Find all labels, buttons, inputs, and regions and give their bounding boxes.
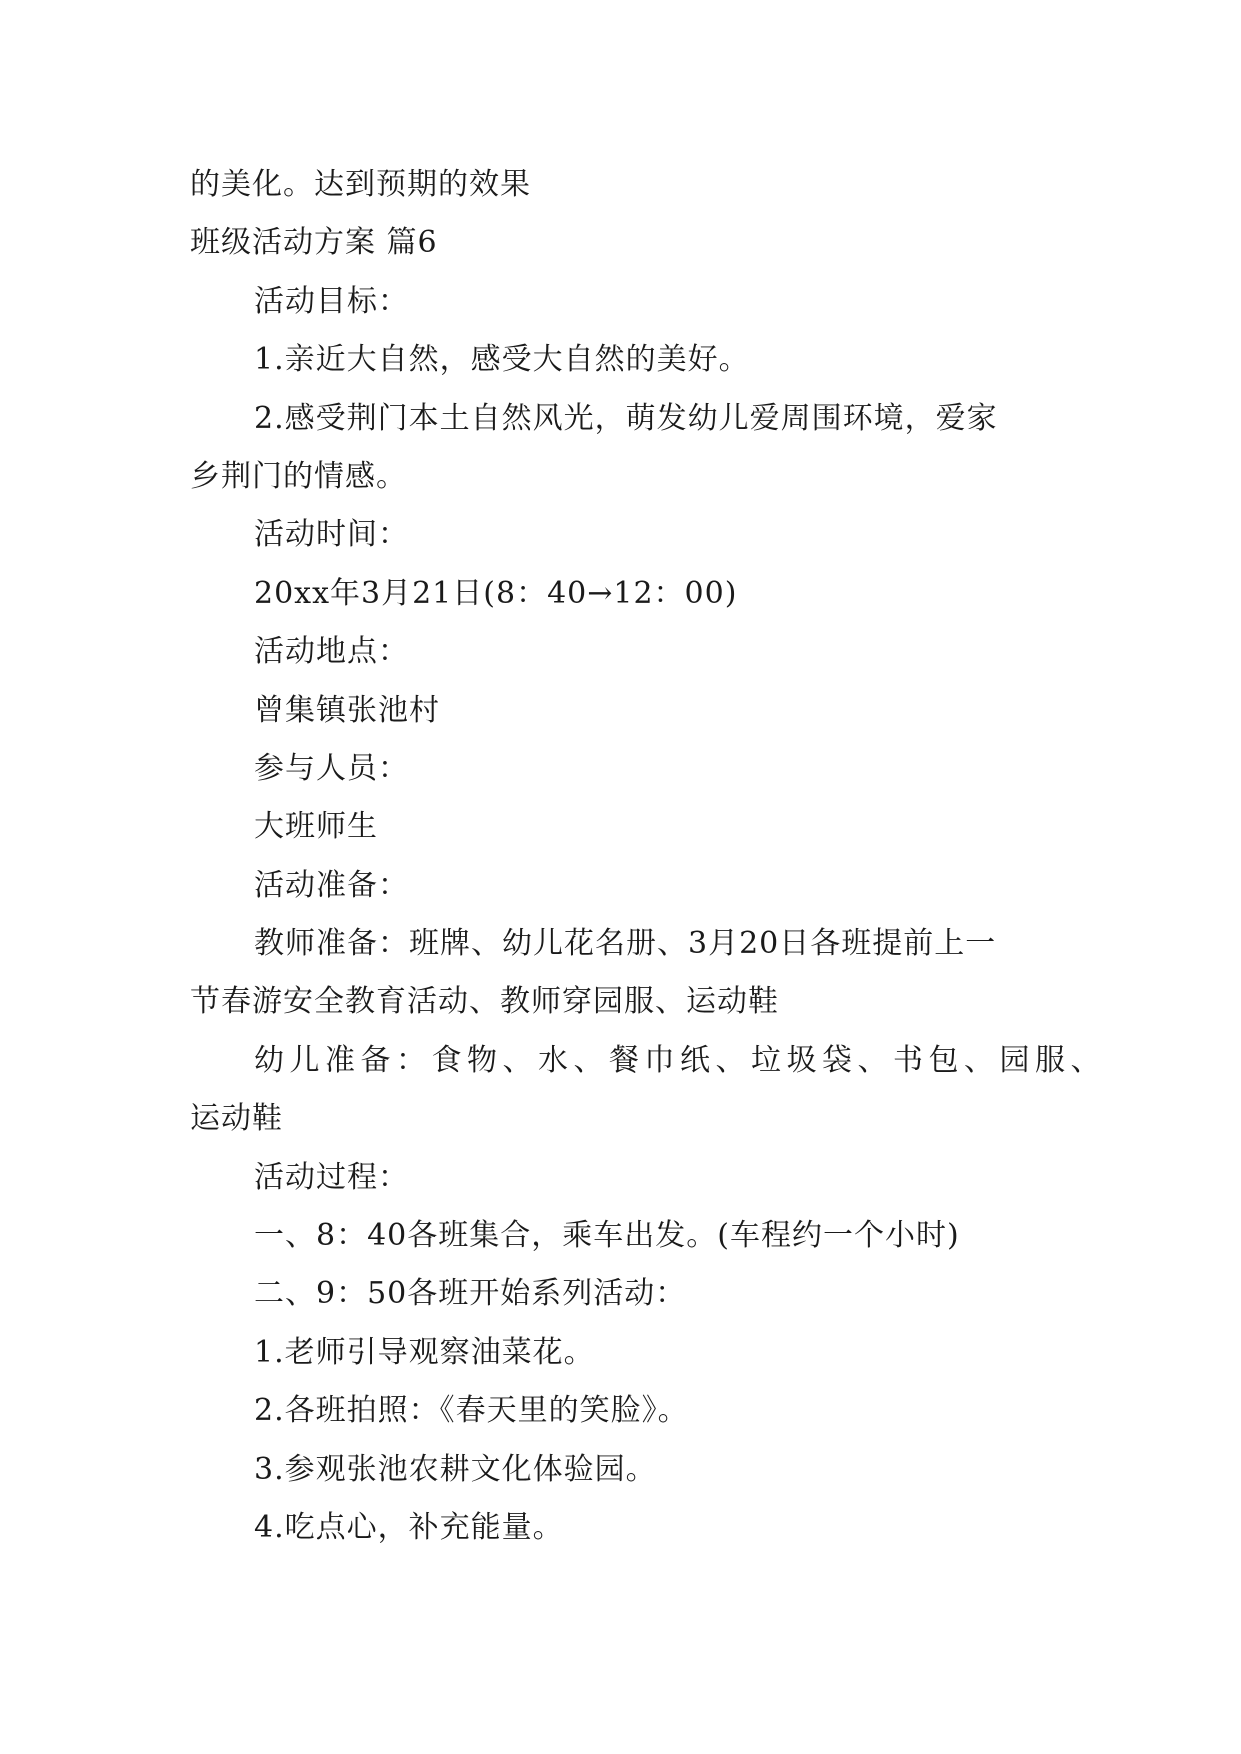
process-step-1: 一、8：40各班集合，乘车出发。(车程约一个小时) bbox=[254, 1218, 960, 1254]
heading-participants: 参与人员： bbox=[254, 750, 409, 786]
heading-activity-time: 活动时间： bbox=[254, 517, 409, 553]
heading-activity-process: 活动过程： bbox=[254, 1159, 409, 1195]
activity-location-value: 曾集镇张池村 bbox=[254, 692, 440, 728]
process-substep-1: 1.老师引导观察油菜花。 bbox=[254, 1334, 595, 1370]
process-step-2: 二、9：50各班开始系列活动： bbox=[254, 1276, 687, 1312]
goal-item-1: 1.亲近大自然，感受大自然的美好。 bbox=[254, 342, 750, 378]
heading-activity-location: 活动地点： bbox=[254, 634, 409, 670]
activity-time-value: 20xx年3月21日(8：40→12：00) bbox=[254, 575, 738, 611]
paragraph-continuation: 的美化。达到预期的效果 bbox=[190, 167, 531, 202]
child-preparation-continuation: 运动鞋 bbox=[190, 1101, 283, 1137]
process-substep-4: 4.吃点心，补充能量。 bbox=[254, 1509, 564, 1545]
process-substep-3: 3.参观张池农耕文化体验园。 bbox=[254, 1451, 657, 1487]
process-substep-2: 2.各班拍照：《春天里的笑脸》。 bbox=[254, 1393, 689, 1429]
heading-activity-goals: 活动目标： bbox=[254, 283, 409, 319]
goal-item-2-continuation: 乡荆门的情感。 bbox=[190, 458, 407, 494]
heading-activity-preparation: 活动准备： bbox=[254, 867, 409, 903]
participants-value: 大班师生 bbox=[254, 809, 378, 845]
section-title: 班级活动方案 篇6 bbox=[190, 225, 438, 261]
goal-item-2: 2.感受荆门本土自然风光，萌发幼儿爱周围环境，爱家 bbox=[254, 400, 998, 436]
document-body bbox=[190, 156, 1106, 1557]
child-preparation: 幼儿准备：食物、水、餐巾纸、垃圾袋、书包、园服、 bbox=[254, 1042, 1106, 1078]
teacher-preparation: 教师准备：班牌、幼儿花名册、3月20日各班提前上一 bbox=[254, 926, 997, 962]
teacher-preparation-continuation: 节春游安全教育活动、教师穿园服、运动鞋 bbox=[190, 984, 779, 1020]
